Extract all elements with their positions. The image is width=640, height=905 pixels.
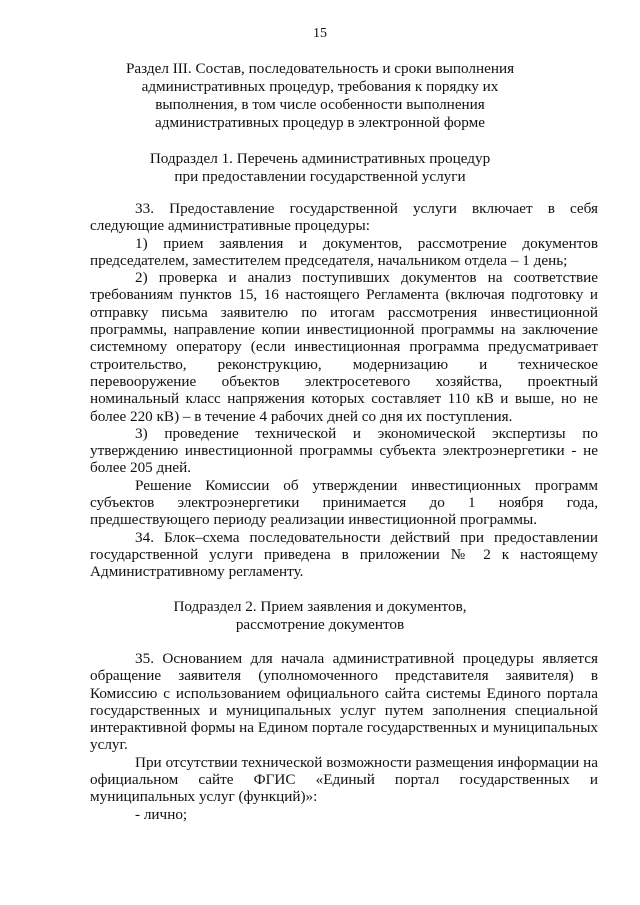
subsection-1-title <box>0 150 640 186</box>
page-number: 15 <box>313 26 327 41</box>
paragraph: 34. Блок–схема последовательности действий при предоставлении государственной услуги приведена в приложении № 2 к настоящему Административному регламенту. <box>90 528 598 581</box>
subsection-title-line: Подраздел 1. Перечень административных процедур <box>149 150 491 167</box>
subsection-2-title <box>0 598 640 634</box>
section-title-line: административных процедур, требования к порядку их <box>141 78 499 95</box>
section-title <box>0 60 640 132</box>
subsection-1-body <box>90 200 598 581</box>
paragraph: 3) проведение технической и экономической экспертизы по утверждению инвестиционной программы субъекта электроэнергетики - не более 205 дней. <box>90 424 598 477</box>
section-title-line: Раздел III. Состав, последовательность и сроки выполнения <box>125 60 515 77</box>
subsection-title-line: при предоставлении государственной услуги <box>174 168 466 185</box>
paragraph: 33. Предоставление государственной услуги включает в себя следующие административные процедуры: <box>90 200 598 235</box>
subsection-2-body <box>90 650 598 823</box>
subsection-title-line: рассмотрение документов <box>235 616 405 633</box>
paragraph: 35. Основанием для начала административной процедуры является обращение заявителя (уполномоченного представителя заявителя) в Комиссию с использованием официального сайта системы Единого портала государственных и муниципальных услуг путем заполнения специальной интерактивной формы на Едином портале государственных и муниципальных услуг. <box>90 650 598 754</box>
section-title-line: выполнения, в том числе особенности выполнения <box>155 96 485 113</box>
paragraph: Решение Комиссии об утверждении инвестиционных программ субъектов электроэнергетики принимается до 1 ноября года, предшествующего периоду реализации инвестиционной программы. <box>90 476 598 529</box>
subsection-title-line: Подраздел 2. Прием заявления и документов, <box>173 598 467 615</box>
paragraph: 1) прием заявления и документов, рассмотрение документов председателем, заместителем председателя, начальником отдела – 1 день; <box>90 234 598 269</box>
section-title-line: административных процедур в электронной форме <box>155 114 485 131</box>
paragraph: 2) проверка и анализ поступивших документов на соответствие требованиям пунктов 15, 16 настоящего Регламента (включая подготовку и отправку письма заявителю по итогам рассмотрения инвестиционной программы, направление копии инвестиционной программы на заключение системному оператору (если инвестиционная программа предусматривает строительство, реконструкцию, модернизацию и техническое перевооружение объектов электросетевого хозяйства, проектный номинальный класс напряжения которых составляет 110 кВ и выше, но не более 220 кВ) – в течение 4 рабочих дней со дня их поступления. <box>90 269 598 425</box>
paragraph: При отсутствии технической возможности размещения информации на официальном сайте ФГИС «Единый портал государственных и муниципальных услуг (функций)»: <box>90 753 598 806</box>
paragraph: - лично; <box>135 805 188 823</box>
